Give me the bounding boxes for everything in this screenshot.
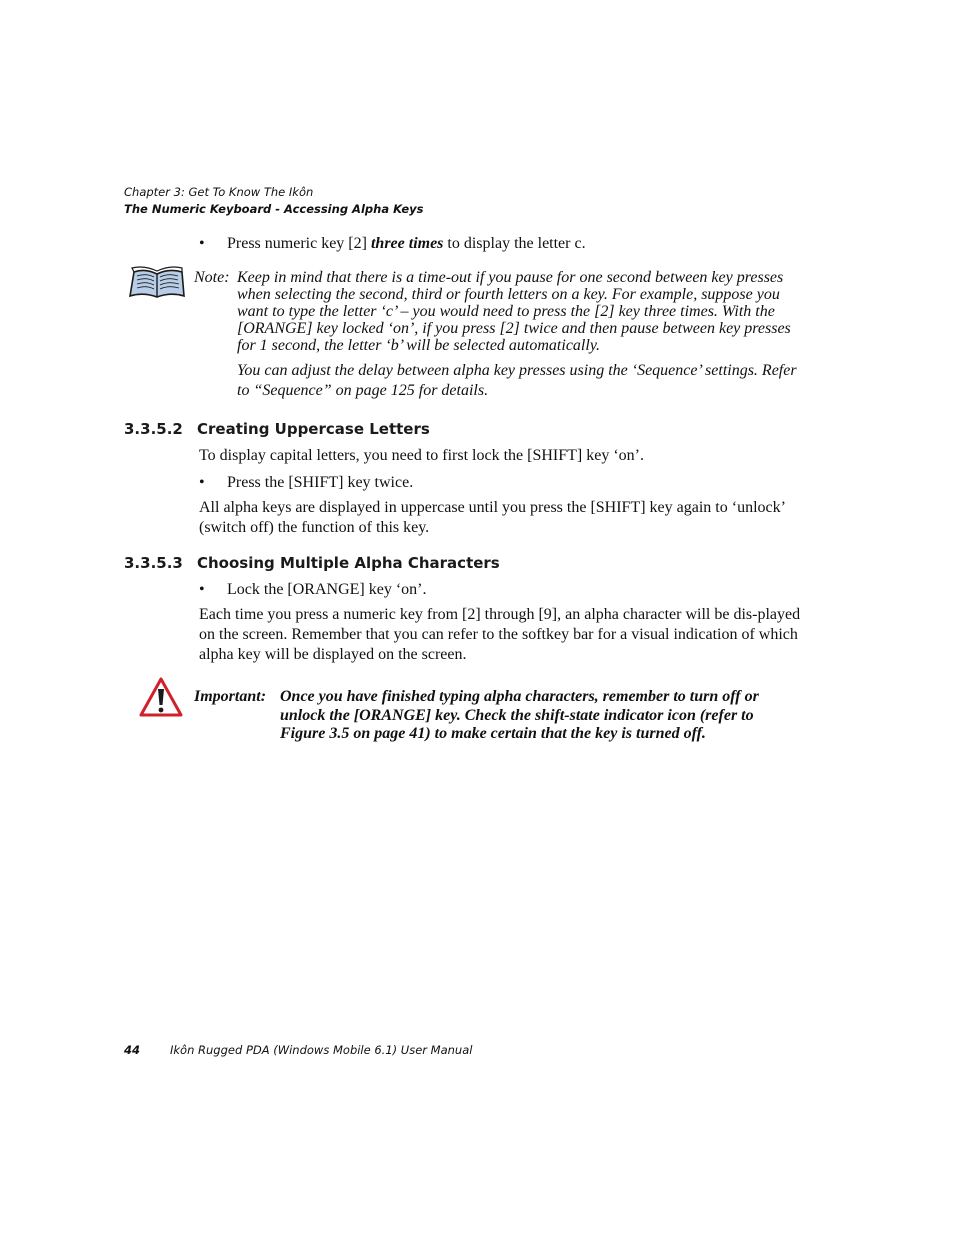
uppercase-body: [199, 498, 814, 538]
uppercase-bullet-text: Press the [SHIFT] key twice.: [227, 474, 414, 491]
note-paragraph-2: You can adjust the delay between alpha key presses using the ‘Sequence’ settings. Refer to “Sequence” on page 125 for details.: [237, 362, 797, 399]
important-text: Once you have finished typing alpha characters, remember to turn off or unlock the [ORANGE] key. Check the shift-state indicator icon (refer to Figure 3.5 on page 41) to make certain that the key is turned off.: [280, 688, 759, 742]
important-label: Important:: [194, 688, 267, 705]
warning-icon: [138, 676, 184, 718]
intro-bullet: [0, 234, 954, 254]
uppercase-intro: [199, 446, 814, 466]
intro-bullet-text: [227, 234, 586, 254]
section-title: Choosing Multiple Alpha Characters: [197, 554, 500, 572]
page-number: 44: [124, 1043, 141, 1057]
running-header-chapter: Chapter 3: Get To Know The Ikôn: [124, 185, 314, 199]
intro-bullet-emphasis: three times: [370, 235, 444, 252]
bullet-marker: •: [199, 235, 205, 252]
multiple-body: [199, 605, 814, 665]
uppercase-body-text: All alpha keys are displayed in uppercase until you press the [SHIFT] key again to ‘unlock’ (switch off) the function of this key.: [199, 499, 785, 536]
multiple-bullet-text: Lock the [ORANGE] key ‘on’.: [227, 581, 427, 598]
intro-bullet-before: Press numeric key [2]: [227, 235, 371, 252]
bullet-marker: •: [199, 581, 205, 598]
uppercase-bullet: [0, 473, 954, 493]
open-book-icon: [128, 266, 186, 300]
bullet-marker: •: [199, 474, 205, 491]
section-number: 3.3.5.2: [124, 420, 183, 438]
note-body: [237, 269, 812, 401]
section-heading-uppercase: [124, 420, 824, 440]
intro-bullet-after: to display the letter c.: [443, 235, 586, 252]
running-header-section: The Numeric Keyboard - Accessing Alpha Keys: [124, 202, 424, 216]
multiple-bullet: [0, 580, 954, 600]
uppercase-intro-text: To display capital letters, you need to first lock the [SHIFT] key ‘on’.: [199, 447, 644, 464]
note-paragraph-1: Keep in mind that there is a time-out if you pause for one second between key presses when selecting the second, third or fourth letters on a key. For example, suppose you want to type the letter ‘c’ – you would need to press the [2] key three times. With the [ORANGE] key locked ‘on’, if you press [2] twice and then pause between key presses for 1 second, the letter ‘b’ will be selected automatically.: [237, 269, 791, 354]
section-title: Creating Uppercase Letters: [197, 420, 430, 438]
multiple-body-text: Each time you press a numeric key from [2] through [9], an alpha character will be dis-played on the screen. Remember that you can refer to the softkey bar for a visual indication of which alpha key will be displayed on the screen.: [199, 606, 801, 663]
footer-title: Ikôn Rugged PDA (Windows Mobile 6.1) User Manual: [170, 1043, 473, 1057]
section-number: 3.3.5.3: [124, 554, 183, 572]
note-label: Note:: [194, 269, 230, 286]
section-heading-multiple: [124, 554, 824, 574]
